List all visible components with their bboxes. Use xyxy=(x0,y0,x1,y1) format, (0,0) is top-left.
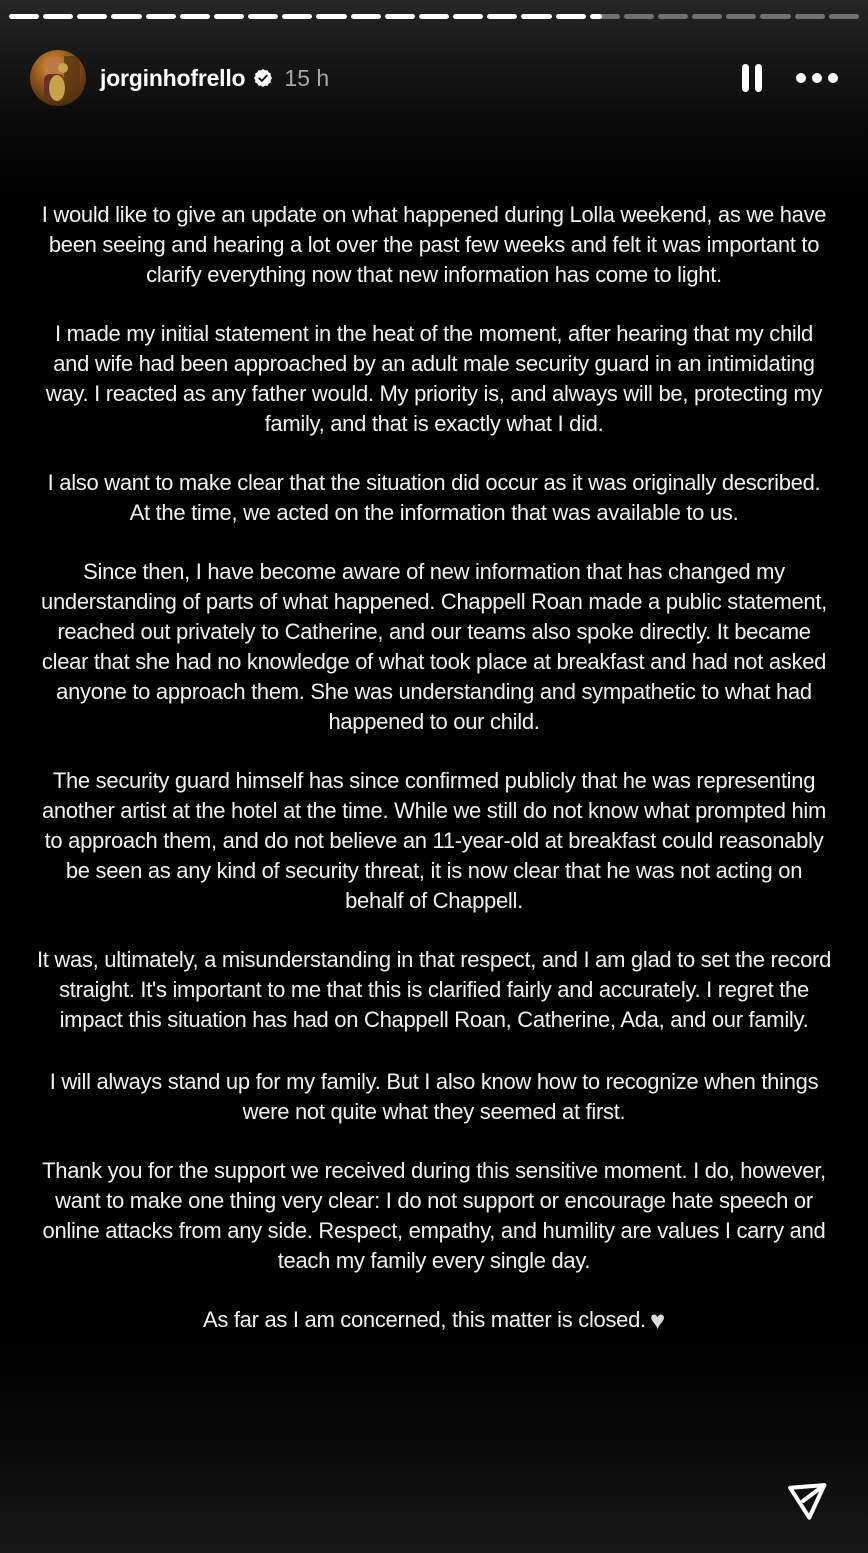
statement-paragraph-8: Thank you for the support we received during this sensitive moment. I do, however, want to make one thing very clear: I do not support or encourage hate speech or online attacks from any side. Respect, empathy, and humility are values I carry and teach my family every single day. xyxy=(42,1158,826,1273)
progress-segment xyxy=(624,14,654,19)
progress-segment xyxy=(521,14,551,19)
progress-segment xyxy=(590,14,620,19)
closing-text: As far as I am concerned, this matter is closed. xyxy=(202,1307,646,1332)
user-block xyxy=(100,48,329,108)
progress-segment xyxy=(453,14,483,19)
progress-segment xyxy=(351,14,381,19)
story-timestamp: 15 h xyxy=(284,64,330,91)
progress-segment xyxy=(556,14,586,19)
progress-segment xyxy=(9,14,39,19)
progress-segment xyxy=(419,14,449,19)
statement-paragraph-5: The security guard himself has since confirmed publicly that he was representing another artist at the hotel at the time. While we still do not know what prompted him to approach them, and do not believe an 11-year-old at breakfast could reasonably be seen as any kind of security threat, it is now clear that he was not acting on behalf of Chappell. xyxy=(41,768,826,913)
progress-segment xyxy=(214,14,244,19)
statement-paragraph-6: It was, ultimately, a misunderstanding in that respect, and I am glad to set the record straight. It's important to me that this is clarified fairly and accurately. I regret the impact this situation has had on Chappell Roan, Catherine, Ada, and our family. xyxy=(36,947,832,1032)
statement-text xyxy=(0,200,868,1364)
progress-segment xyxy=(829,14,859,19)
progress-segment xyxy=(316,14,346,19)
statement-paragraph-3: I also want to make clear that the situation did occur as it was originally described. At the time, we acted on the information that was available to us. xyxy=(47,470,821,525)
progress-segment xyxy=(692,14,722,19)
verified-badge-icon xyxy=(254,69,272,87)
more-options-icon[interactable] xyxy=(796,64,838,92)
progress-segment xyxy=(760,14,790,19)
white-heart-emoji: ♥ xyxy=(649,1305,666,1335)
progress-segment xyxy=(146,14,176,19)
statement-paragraph-2: I made my initial statement in the heat of the moment, after hearing that my child and wife had been approached by an adult male security guard in an intimidating way. I reacted as any father would. My priority is, and always will be, protecting my family, and that is exactly what I did. xyxy=(45,321,823,436)
progress-segment xyxy=(282,14,312,19)
progress-segment xyxy=(795,14,825,19)
progress-segment xyxy=(180,14,210,19)
progress-segment xyxy=(111,14,141,19)
share-icon[interactable] xyxy=(782,1477,832,1527)
progress-segment xyxy=(77,14,107,19)
header-actions xyxy=(742,48,838,108)
statement-paragraph-7: I will always stand up for my family. But I also know how to recognize when things were not quite what they seemed at first. xyxy=(49,1069,819,1124)
story-progress-bar xyxy=(9,14,859,19)
progress-segment xyxy=(726,14,756,19)
avatar-illustration xyxy=(30,50,86,106)
story-header xyxy=(0,48,868,108)
statement-closing-line xyxy=(36,1305,832,1335)
progress-segment xyxy=(658,14,688,19)
avatar[interactable] xyxy=(30,50,86,106)
progress-segment xyxy=(248,14,278,19)
statement-paragraph-4: Since then, I have become aware of new information that has changed my understanding of parts of what happened. Chappell Roan made a public statement, reached out privately to Catherine, and our teams also spoke directly. It became clear that she had no knowledge of what took place at breakfast and had not asked anyone to approach them. She was understanding and sympathetic to what had happened to our child. xyxy=(41,559,827,734)
statement-paragraph-1: I would like to give an update on what happened during Lolla weekend, as we have been seeing and hearing a lot over the past few weeks and felt it was important to clarify everything now that new information has come to light. xyxy=(41,202,827,287)
progress-segment xyxy=(385,14,415,19)
pause-icon[interactable] xyxy=(742,64,762,92)
progress-segment xyxy=(487,14,517,19)
progress-segment xyxy=(43,14,73,19)
username[interactable]: jorginhofrello xyxy=(100,64,246,91)
